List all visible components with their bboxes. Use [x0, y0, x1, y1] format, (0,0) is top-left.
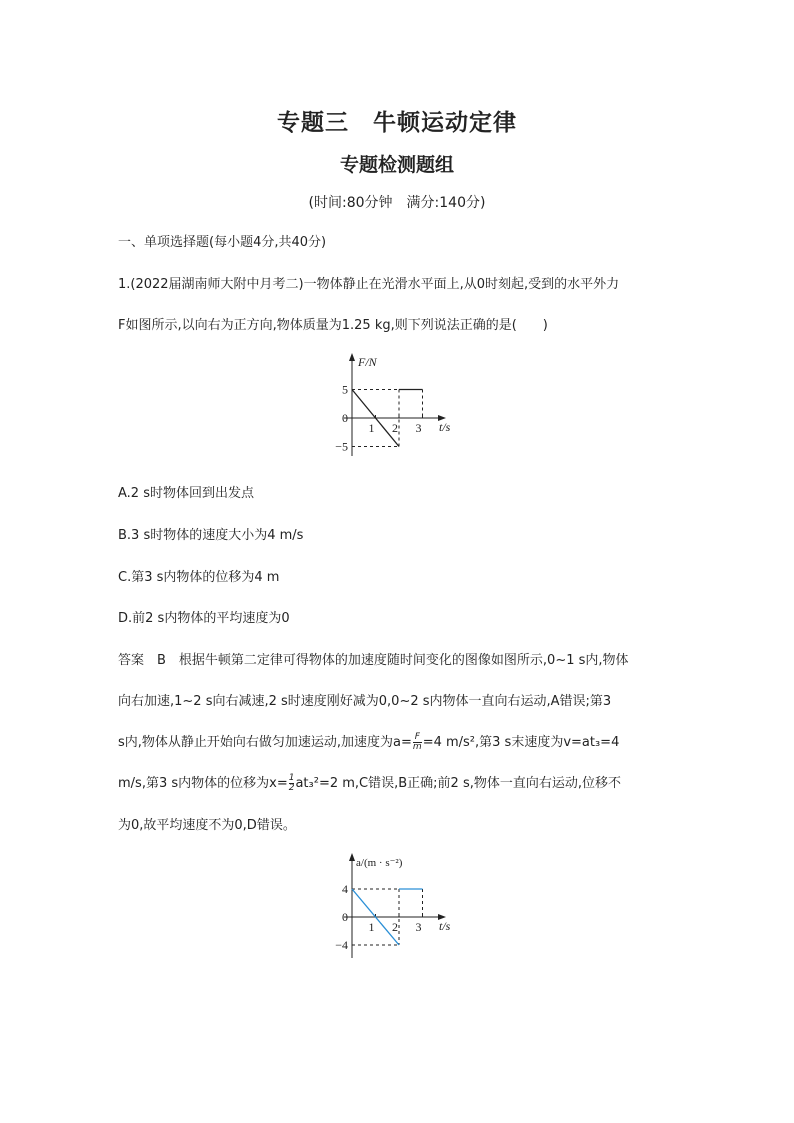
- x-axis-label: t/s: [439, 420, 451, 434]
- y-tick-label: −5: [335, 439, 348, 454]
- option-a: A.2 s时物体回到出发点: [118, 486, 254, 501]
- answer-line-3-b: =4 m/s²,第3 s末速度为v=at₃=4: [422, 735, 620, 750]
- answer-line-3: [118, 733, 619, 753]
- y-tick-labels: [335, 882, 348, 952]
- answer-line-1: 答案 B 根据牛顿第二定律可得物体的加速度随时间变化的图像如图所示,0~1 s内,物体: [118, 653, 629, 668]
- fraction-denominator: m: [412, 742, 422, 752]
- y-axis-label: a/(m · s⁻²): [356, 857, 403, 869]
- y-tick-label: 0: [342, 411, 348, 425]
- topic-title: 牛顿运动定律: [373, 110, 517, 136]
- topic-number: 专题三: [277, 110, 349, 136]
- section-heading: 一、单项选择题(每小题4分,共40分): [118, 235, 327, 250]
- y-tick-labels: [335, 383, 348, 454]
- y-tick-label: 4: [342, 882, 348, 896]
- x-tick-label: 1: [368, 920, 375, 934]
- option-c: C.第3 s内物体的位移为4 m: [118, 570, 280, 585]
- y-tick-label: −4: [335, 938, 348, 952]
- y-tick-label: 0: [342, 910, 348, 924]
- y-axis-arrow: [349, 353, 355, 361]
- x-tick-label: 2: [392, 421, 398, 435]
- option-d: D.前2 s内物体的平均速度为0: [118, 611, 290, 626]
- force-time-chart: [322, 352, 472, 462]
- question-line-1: 1.(2022届湖南师大附中月考二)一物体静止在光滑水平面上,从0时刻起,受到的水平外力: [118, 277, 620, 292]
- y-axis-arrow: [349, 853, 355, 861]
- question-line-2: F如图所示,以向右为正方向,物体质量为1.25 kg,则下列说法正确的是( ): [118, 318, 548, 333]
- x-tick-label: 2: [392, 920, 398, 934]
- x-tick-label: 3: [415, 421, 422, 435]
- x-tick-label: 3: [415, 920, 422, 934]
- answer-line-4-b: at₃²=2 m,C错误,B正确;前2 s,物体一直向右运动,位移不: [295, 776, 621, 791]
- acceleration-time-chart: [322, 852, 472, 962]
- x-tick-label: 1: [368, 421, 375, 435]
- fraction-denominator: 2: [288, 783, 295, 793]
- answer-line-4: [118, 774, 621, 794]
- option-b: B.3 s时物体的速度大小为4 m/s: [118, 528, 304, 543]
- answer-line-3-a: s内,物体从静止开始向右做匀加速运动,加速度为a=: [118, 735, 412, 750]
- fraction-f-over-m: [413, 733, 422, 752]
- exam-meta: (时间:80分钟 满分:140分): [308, 195, 486, 211]
- y-axis-label: F/N: [358, 355, 377, 369]
- answer-line-5: 为0,故平均速度不为0,D错误。: [118, 818, 296, 833]
- fraction-one-half: [289, 774, 295, 793]
- fraction-numerator: 1: [288, 773, 295, 783]
- answer-line-2: 向右加速,1~2 s向右减速,2 s时速度刚好减为0,0~2 s内物体一直向右运动,A错误;第3: [118, 694, 612, 709]
- fraction-numerator: F: [414, 732, 420, 742]
- x-axis-label: t/s: [439, 919, 451, 933]
- y-tick-label: 5: [342, 382, 348, 397]
- answer-line-4-a: m/s,第3 s内物体的位移为x=: [118, 776, 288, 791]
- page-title: [0, 104, 794, 137]
- page-subtitle: 专题检测题组: [339, 154, 454, 176]
